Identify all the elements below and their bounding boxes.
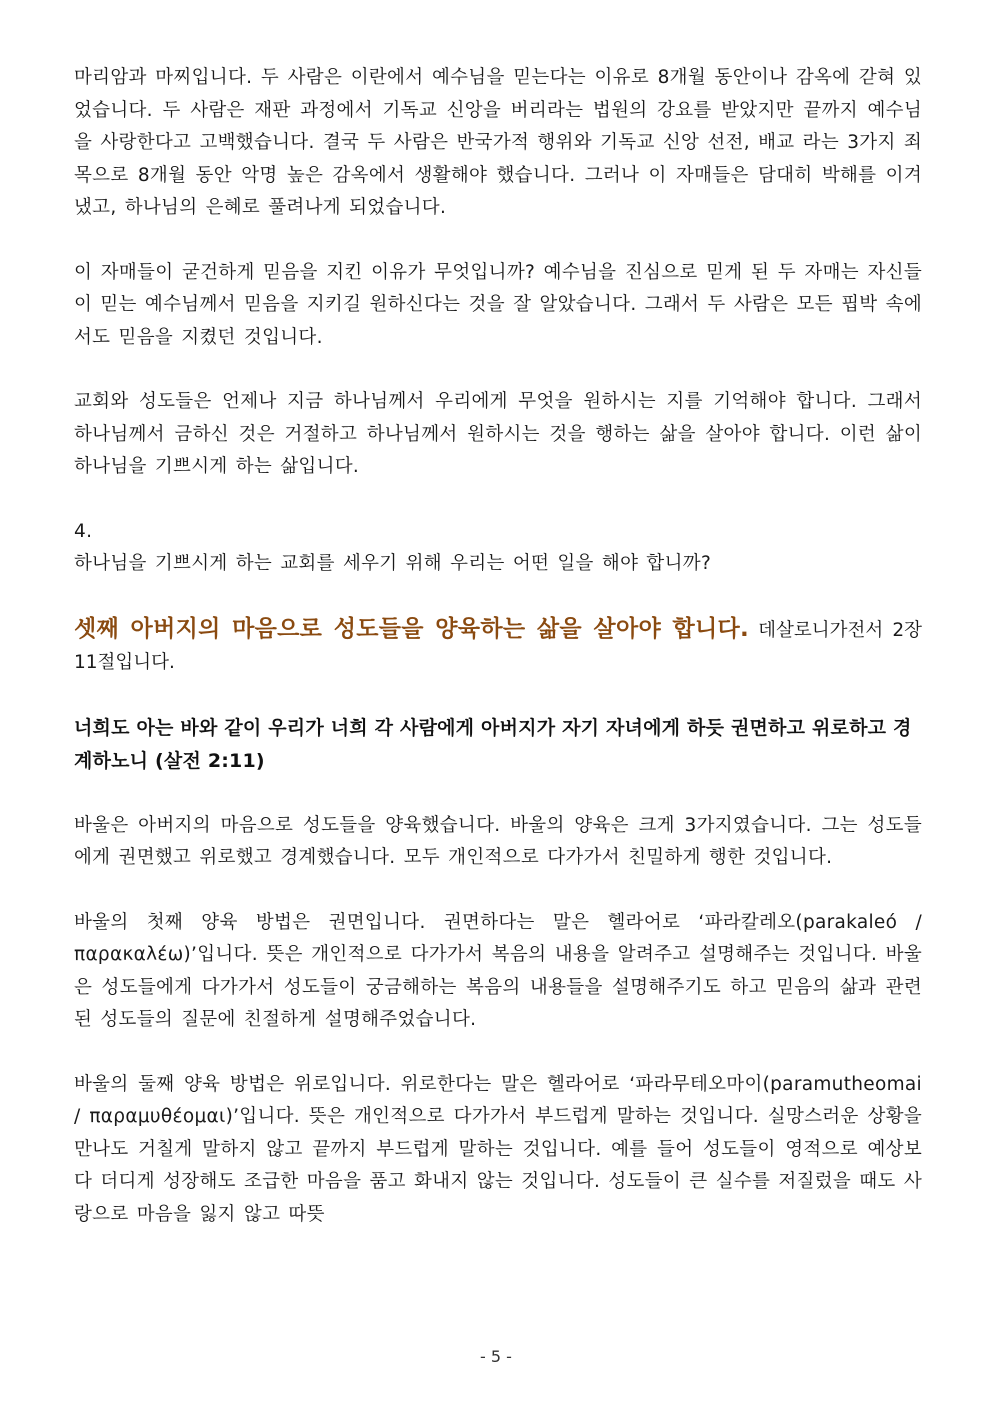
paragraph-second-method: 바울의 둘째 양육 방법은 위로입니다. 위로한다는 말은 헬라어로 ‘파라무테오마이(paramutheomai / παραμυθέομαι)’입니다. 뜻은 개인적으로 다가가서 부드럽게 말하는 것입니다. 실망스러운 상황을 만나도 거칠게 말하지 않고 끝까지 부드럽게 말하는 것입니다. 예를 들어 성도들이 영적으로 예상보다 더디게 성장해도 조급한 마음을 품고 화내지 않는 것입니다. 성도들이 큰 실수를 저질렀을 때도 사랑으로 마음을 잃지 않고 따뜻 (74, 1073, 922, 1225)
section-question: 하나님을 기쁘시게 하는 교회를 세우기 위해 우리는 어떤 일을 해야 합니까? (74, 553, 712, 574)
paragraph-sisters-imprisonment: 마리암과 마찌입니다. 두 사람은 이란에서 예수님을 믿는다는 이유로 8개월 동안이나 감옥에 갇혀 있었습니다. 두 사람은 재판 과정에서 기독교 신앙을 버리라는 법원의 강요를 받았지만 끝까지 예수님을 사랑한다고 고백했습니다. 결국 두 사람은 반국가적 행위와 기독교 신앙 선전, 배교 라는 3가지 죄목으로 8개월 동안 악명 높은 감옥에서 생활해야 했습니다. 그러나 이 자매들은 담대히 박해를 이겨냈고, 하나님의 은혜로 풀려나게 되었습니다. (74, 67, 922, 218)
page-number: - 5 - (480, 1347, 512, 1366)
paragraph-reason-faith: 이 자매들이 굳건하게 믿음을 지킨 이유가 무엇입니까? 예수님을 진심으로 믿게 된 두 자매는 자신들이 믿는 예수님께서 믿음을 지키길 원하신다는 것을 잘 알았습니다. 그래서 두 사람은 모든 핍박 속에서도 믿음을 지켰던 것입니다. (74, 261, 922, 348)
paragraph-church-will: 교회와 성도들은 언제나 지금 하나님께서 우리에게 무엇을 원하시는 지를 기억해야 합니다. 그래서 하나님께서 금하신 것은 거절하고 하나님께서 원하시는 것을 행하는 삶을 살아야 합니다. 이런 삶이 하나님을 기쁘시게 하는 삶입니다. (74, 391, 922, 477)
heading-reference: 데살로니가전서 2장 11절입니다. (74, 619, 922, 673)
section-number: 4. (74, 520, 93, 542)
paragraph-first-method: 바울의 첫째 양육 방법은 권면입니다. 권면하다는 말은 헬라어로 ‘파라칼레오(parakaleó / παρακαλέω)’입니다. 뜻은 개인적으로 다가가서 복음의 내용을 알려주고 설명해주는 것입니다. 바울은 성도들에게 다가가서 성도들이 궁금해하는 복음의 내용들을 설명해주기도 하고 믿음의 삶과 관련된 성도들의 질문에 친절하게 설명해주었습니다. (74, 911, 922, 1030)
scripture-quote: 너희도 아는 바와 같이 우리가 너희 각 사람에게 아버지가 자기 자녀에게 하듯 권면하고 위로하고 경계하노니 (살전 2:11) (74, 716, 912, 772)
section-heading-line (74, 613, 922, 680)
paragraph-paul-nurturing: 바울은 아버지의 마음으로 성도들을 양육했습니다. 바울의 양육은 크게 3가지였습니다. 그는 성도들에게 권면했고 위로했고 경계했습니다. 모두 개인적으로 다가가서 친밀하게 행한 것입니다. (74, 814, 922, 868)
document-body (74, 62, 922, 1263)
section-heading: 셋째 아버지의 마음으로 성도들을 양육하는 삶을 살아야 합니다. (74, 615, 750, 642)
